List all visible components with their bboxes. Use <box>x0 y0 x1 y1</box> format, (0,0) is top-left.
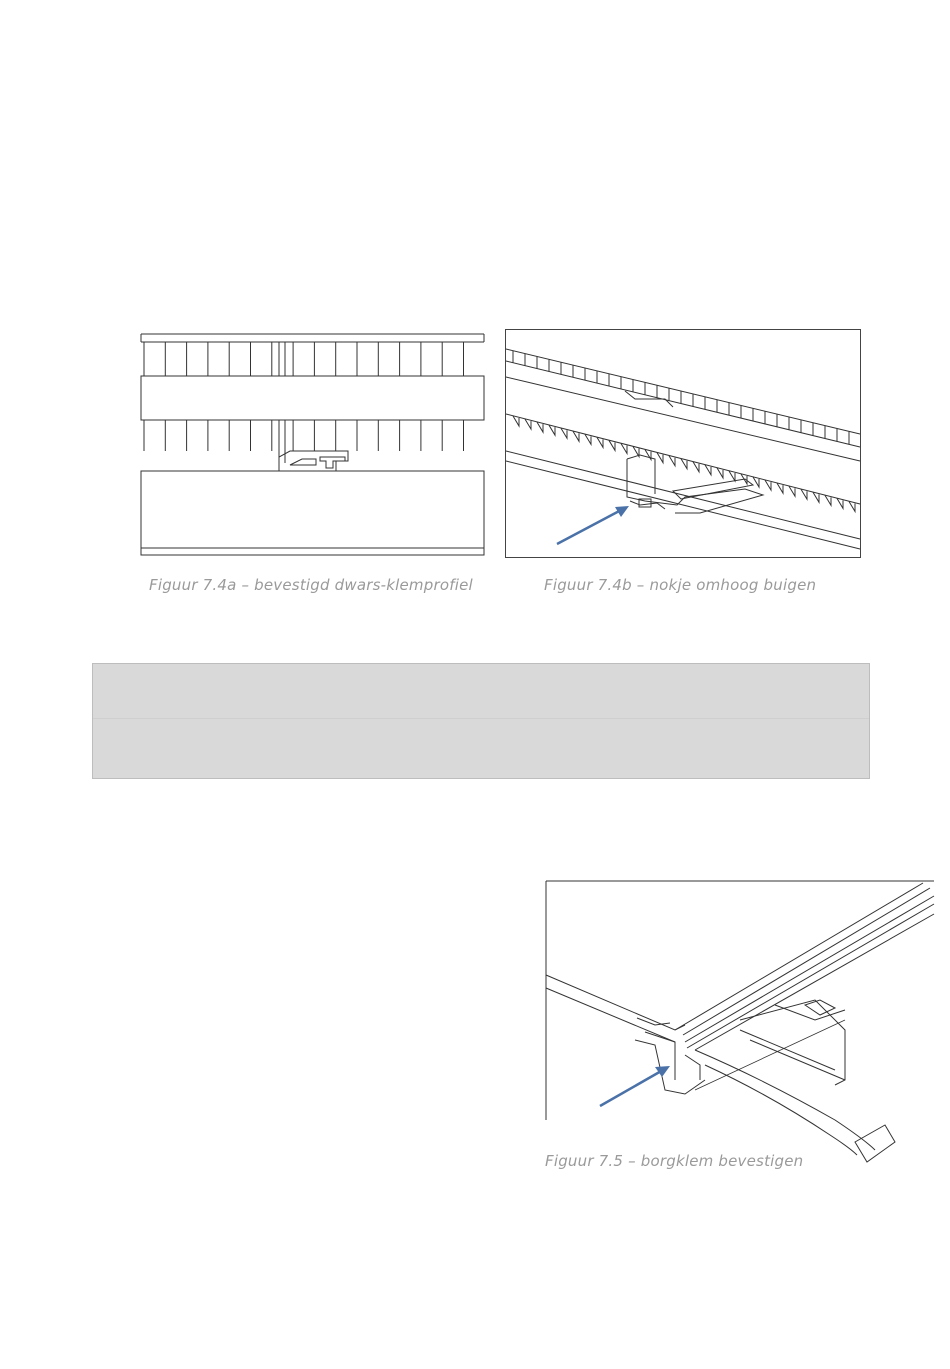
figure-7-4b-drawing <box>505 329 861 559</box>
figure-7-5-caption: Figuur 7.5 – borgklem bevestigen <box>545 1152 804 1170</box>
figure-7-5 <box>545 880 935 1170</box>
figure-7-5-drawing <box>545 880 935 1170</box>
figure-7-4a-drawing <box>140 333 485 558</box>
figure-7-4a-caption: Figuur 7.4a – bevestigd dwars-klemprofiel <box>149 576 473 594</box>
note-box-divider <box>93 718 869 719</box>
figure-7-4b <box>505 329 861 559</box>
figure-7-4b-caption: Figuur 7.4b – nokje omhoog buigen <box>544 576 817 594</box>
figure-7-4a <box>140 333 485 558</box>
note-box <box>92 663 870 779</box>
